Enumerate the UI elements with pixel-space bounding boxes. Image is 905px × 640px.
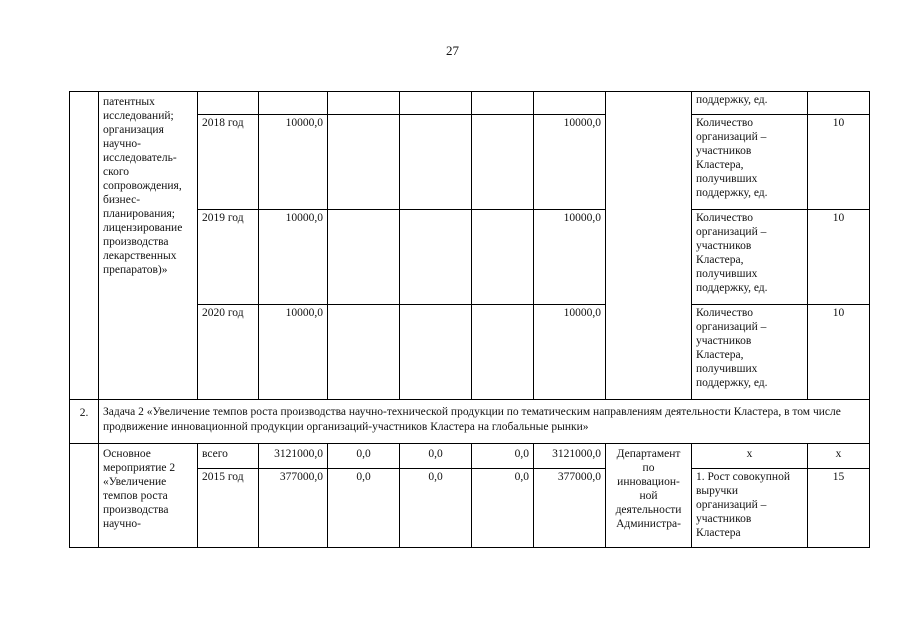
table-cell	[328, 115, 400, 210]
table-cell	[328, 305, 400, 400]
local-cell: 0,0	[472, 469, 534, 548]
total-cell: 10000,0	[259, 115, 328, 210]
federal-cell: 0,0	[328, 469, 400, 548]
indicator-value-cell: 15	[808, 469, 870, 548]
regional-cell: 0,0	[400, 469, 472, 548]
table-row	[70, 400, 870, 444]
task-number-cell: 2.	[70, 400, 99, 444]
table-cell	[328, 92, 400, 115]
indicator-value-cell: 10	[808, 305, 870, 400]
table-row	[70, 92, 870, 115]
table-cell	[808, 92, 870, 115]
other-sources-cell: 377000,0	[534, 469, 606, 548]
executor-cell: Департамент по инновацион- ной деятельности Администра-	[606, 444, 692, 548]
year-cell: 2015 год	[198, 469, 259, 548]
table-cell	[472, 305, 534, 400]
table-cell	[328, 210, 400, 305]
table-cell	[472, 115, 534, 210]
table-cell	[472, 210, 534, 305]
indicator-value-cell: 10	[808, 210, 870, 305]
local-cell: 0,0	[472, 444, 534, 469]
event-description: Основное мероприятие 2 «Увеличение темпов роста производства научно-	[99, 444, 198, 548]
indicator-cell: Количество организаций – участников Кластера, получивших поддержку, ед.	[692, 210, 808, 305]
executor-cell	[606, 92, 692, 400]
other-sources-cell: 10000,0	[534, 115, 606, 210]
table-cell	[400, 305, 472, 400]
total-cell: 10000,0	[259, 210, 328, 305]
federal-cell: 0,0	[328, 444, 400, 469]
year-cell: 2019 год	[198, 210, 259, 305]
other-sources-cell: 10000,0	[534, 305, 606, 400]
activity-description: патентных исследований; организация научно- исследователь- ского сопровождения, бизнес- планирования; лицензирование производства лекарственных препаратов)»	[99, 92, 198, 400]
other-sources-cell: 3121000,0	[534, 444, 606, 469]
table-cell	[259, 92, 328, 115]
indicator-cell: поддержку, ед.	[692, 92, 808, 115]
indicator-cell: Количество организаций – участников Кластера, получивших поддержку, ед.	[692, 115, 808, 210]
table-cell	[400, 92, 472, 115]
table-row	[70, 444, 870, 469]
total-cell: 377000,0	[259, 469, 328, 548]
table-cell	[198, 92, 259, 115]
table-cell	[400, 115, 472, 210]
row-number-cell	[70, 92, 99, 400]
indicator-value-cell: 10	[808, 115, 870, 210]
page-number: 27	[446, 43, 459, 58]
total-cell: 10000,0	[259, 305, 328, 400]
indicator-cell: 1. Рост совокупной выручки организаций – участников Кластера	[692, 469, 808, 548]
task-description: Задача 2 «Увеличение темпов роста производства научно-технической продукции по тематическим направлениям деятельности Кластера, в том числе продвижение инновационной продукции организаций-участников Кластера на глобальные рынки»	[99, 400, 870, 444]
year-cell: всего	[198, 444, 259, 469]
program-table	[69, 91, 870, 548]
year-cell: 2018 год	[198, 115, 259, 210]
total-cell: 3121000,0	[259, 444, 328, 469]
year-cell: 2020 год	[198, 305, 259, 400]
table-cell	[534, 92, 606, 115]
indicator-cell: Количество организаций – участников Кластера, получивших поддержку, ед.	[692, 305, 808, 400]
row-number-cell	[70, 444, 99, 548]
table-cell	[400, 210, 472, 305]
indicator-cell: х	[692, 444, 808, 469]
indicator-value-cell: х	[808, 444, 870, 469]
table-cell	[472, 92, 534, 115]
regional-cell: 0,0	[400, 444, 472, 469]
other-sources-cell: 10000,0	[534, 210, 606, 305]
